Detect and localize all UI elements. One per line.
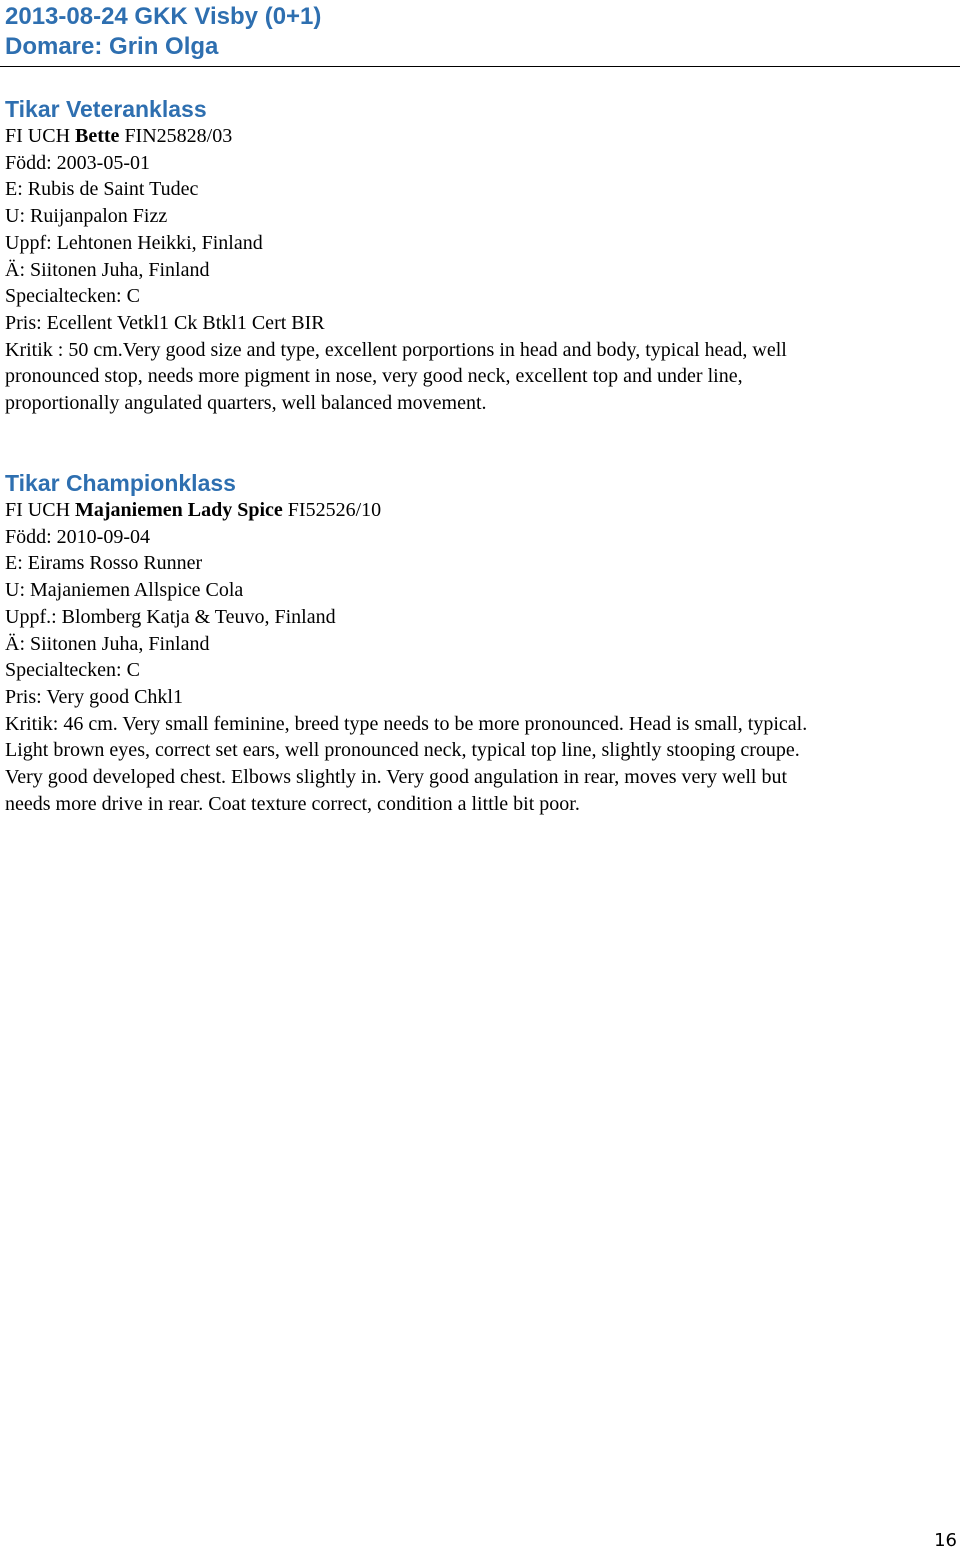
special-marks: Specialtecken: C bbox=[5, 285, 140, 308]
prize: Pris: Ecellent Vetkl1 Ck Btkl1 Cert BIR bbox=[5, 311, 325, 334]
critique-line: pronounced stop, needs more pigment in nose, very good neck, excellent top and under line, bbox=[5, 365, 743, 388]
birth-date: Född: 2003-05-01 bbox=[5, 151, 150, 174]
owner: Ä: Siitonen Juha, Finland bbox=[5, 632, 210, 655]
birth-date: Född: 2010-09-04 bbox=[5, 525, 150, 548]
show-title: 2013-08-24 GKK Visby (0+1) bbox=[5, 3, 322, 30]
judge-name: Domare: Grin Olga bbox=[5, 33, 219, 60]
class-title: Tikar Championklass bbox=[5, 470, 236, 496]
dam: U: Ruijanpalon Fizz bbox=[5, 205, 168, 228]
breeder: Uppf.: Blomberg Katja & Teuvo, Finland bbox=[5, 605, 336, 628]
dog-name: Bette bbox=[75, 125, 120, 147]
page-header bbox=[0, 0, 960, 67]
breeder: Uppf: Lehtonen Heikki, Finland bbox=[5, 231, 263, 254]
page-number: 16 bbox=[934, 1530, 957, 1551]
class-title: Tikar Veteranklass bbox=[5, 96, 207, 122]
critique-line: Kritik : 50 cm.Very good size and type, excellent porportions in head and body, typical head, well bbox=[5, 338, 787, 361]
sire: E: Eirams Rosso Runner bbox=[5, 552, 203, 575]
dog-titles: FI UCH bbox=[5, 499, 76, 521]
sire: E: Rubis de Saint Tudec bbox=[5, 178, 199, 201]
dog-title-line bbox=[5, 123, 955, 150]
dog-name: Majaniemen Lady Spice bbox=[75, 499, 283, 521]
critique-line: Kritik: 46 cm. Very small feminine, breed type needs to be more pronounced. Head is small, typical. bbox=[5, 712, 808, 735]
special-marks: Specialtecken: C bbox=[5, 659, 140, 682]
critique-line: proportionally angulated quarters, well balanced movement. bbox=[5, 392, 487, 415]
dog-title-line bbox=[5, 497, 955, 524]
owner: Ä: Siitonen Juha, Finland bbox=[5, 258, 210, 281]
dog-registration: FIN25828/03 bbox=[119, 125, 233, 147]
critique-line: Very good developed chest. Elbows slightly in. Very good angulation in rear, moves very well but bbox=[5, 766, 788, 789]
critique bbox=[5, 711, 955, 818]
dog-titles: FI UCH bbox=[5, 125, 76, 147]
prize: Pris: Very good Chkl1 bbox=[5, 685, 183, 708]
dam: U: Majaniemen Allspice Cola bbox=[5, 579, 244, 602]
class-section-veteran bbox=[5, 96, 955, 417]
critique-line: needs more drive in rear. Coat texture correct, condition a little bit poor. bbox=[5, 792, 580, 815]
critique bbox=[5, 337, 955, 417]
class-section-champion bbox=[5, 470, 955, 817]
dog-registration: FI52526/10 bbox=[282, 499, 382, 521]
critique-line: Light brown eyes, correct set ears, well pronounced neck, typical top line, slightly stooping croupe. bbox=[5, 739, 800, 762]
